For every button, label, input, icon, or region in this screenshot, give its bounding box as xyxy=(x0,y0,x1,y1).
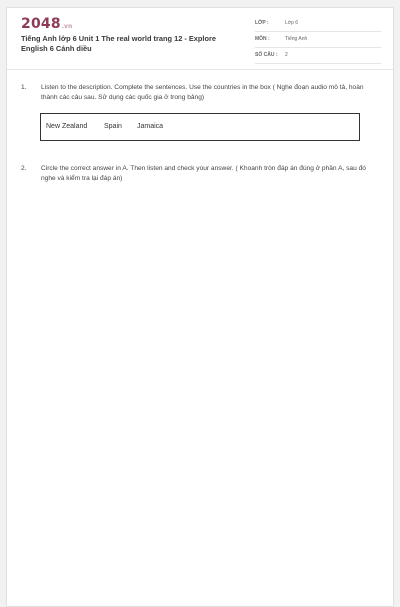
question-1-number: 1. xyxy=(21,84,27,91)
meta-value-grade: Lớp 6 xyxy=(285,20,299,26)
site-logo[interactable] xyxy=(21,17,72,34)
page-title: Tiếng Anh lớp 6 Unit 1 The real world trang 12 - Explore English 6 Cánh diều xyxy=(21,34,216,53)
meta-label-question-count: SỐ CÂU : xyxy=(255,52,278,58)
question-2-text: Circle the correct answer in A. Then listen and check your answer. ( Khoanh tròn đáp án đúng ở phần A, sau đó nghe và kiểm tra lại đáp án) xyxy=(41,165,366,182)
logo-text: 2048 xyxy=(21,16,61,32)
question-1-text: Listen to the description. Complete the sentences. Use the countries in the box ( Nghe đoạn audio mô tả, hoàn thành các câu sau. Sử dụng các quốc gia ở trong bảng) xyxy=(41,84,364,101)
word-box-item: Jamaica xyxy=(137,123,164,130)
question-2 xyxy=(21,164,381,184)
worksheet-header xyxy=(7,8,393,70)
worksheet-page xyxy=(6,7,394,607)
meta-row-grade xyxy=(255,16,381,32)
meta-row-subject xyxy=(255,32,381,48)
country-word-box xyxy=(40,113,360,141)
word-box-item: New Zealand xyxy=(46,123,88,130)
meta-value-question-count: 2 xyxy=(285,52,288,58)
logo-suffix: .vn xyxy=(61,23,73,30)
meta-row-question-count xyxy=(255,48,381,64)
word-box-item: Spain xyxy=(104,123,122,130)
question-2-number: 2. xyxy=(21,165,27,172)
question-1 xyxy=(21,83,381,103)
meta-label-subject: MÔN : xyxy=(255,36,270,42)
meta-label-grade: LỚP : xyxy=(255,20,269,26)
meta-value-subject: Tiếng Anh xyxy=(285,36,308,42)
